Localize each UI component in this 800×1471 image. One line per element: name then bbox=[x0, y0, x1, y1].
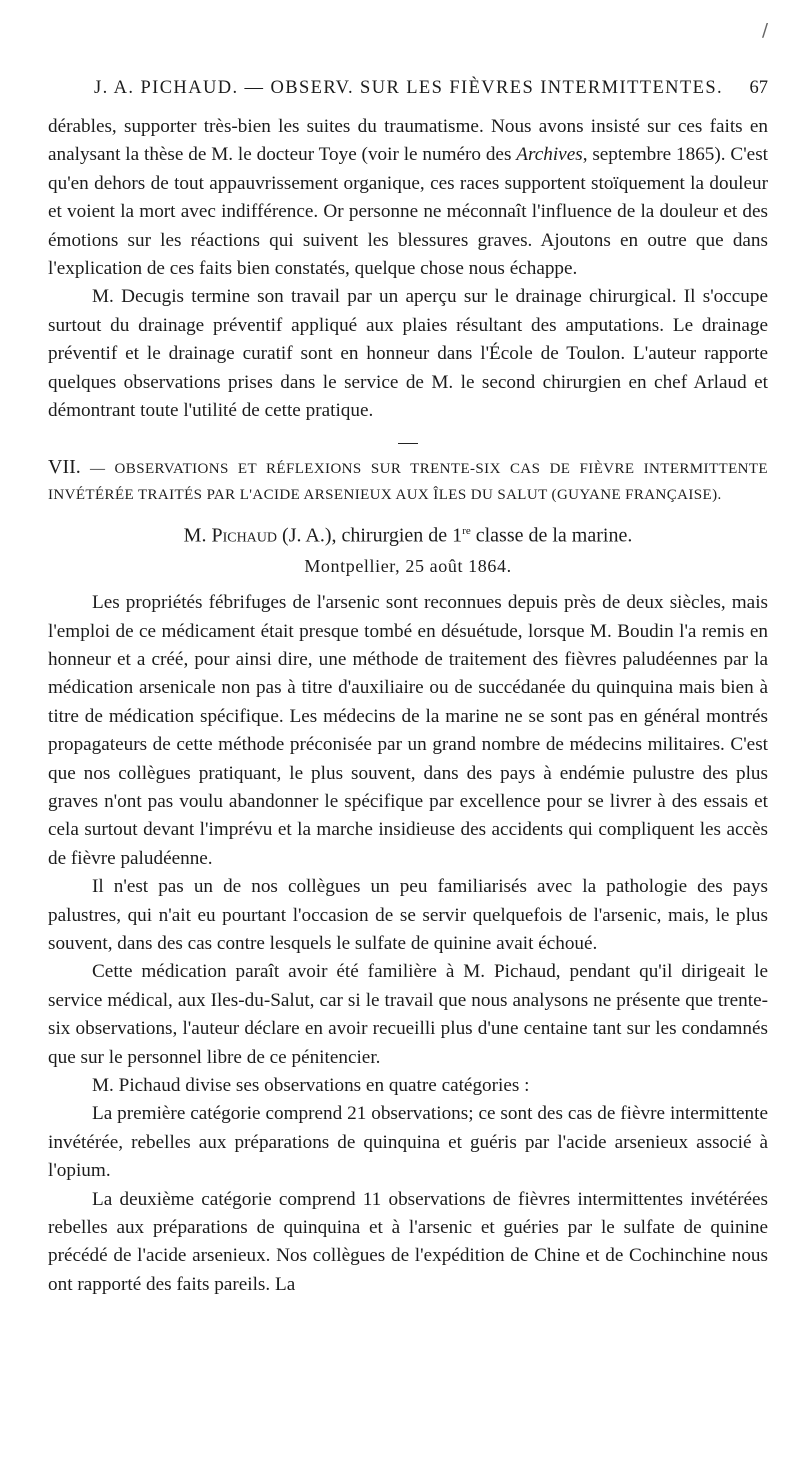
paragraph-continued bbox=[48, 113, 768, 283]
running-title: J. A. PICHAUD. — OBSERV. SUR LES FIÈVRES INTERMITTENTES. bbox=[94, 78, 724, 98]
paragraph: Les propriétés fébrifuges de l'arsenic sont reconnues depuis près de deux siècles, mais l'emploi de ce médicament était presque tombé en désuétude, lorsque M. Boudin l'a remis en honneur et a créé, pour ainsi dire, une méthode de traitement des fièvres paludéennes par la médication arsenicale non pas à titre d'auxiliaire ou de succédanée du quinquina mais bien à titre de médication spécifique. Les médecins de la marine ne se sont pas en général montrés propagateurs de cette méthode préconisée par un grand nombre de médecins militaires. C'est que nos collègues pratiquant, le plus souvent, dans des pays à endémie pulustre des plus graves n'ont pas voulu abandonner le spécifique par excellence pour se livrer à des essais et cela surtout devant l'imprévu et la marche insidieuse des accidents qui compliquent les accès de fièvre paludéenne. bbox=[48, 592, 768, 869]
page-number: 67 bbox=[749, 78, 768, 98]
running-head bbox=[48, 78, 768, 99]
section-heading bbox=[48, 454, 768, 508]
paragraph: La deuxième catégorie comprend 11 observations de fièvres intermittentes invétérées rebelles aux préparations de quinquina et à l'arsenic et guéries par le sulfate de quinine précédé de l'acide arsenieux. Nos collègues de l'expédition de Chine et de Cochinchine nous ont rapporté des faits pareils. La bbox=[48, 1188, 768, 1295]
paragraph: Cette médication paraît avoir été familière à M. Pichaud, pendant qu'il dirigeait le service médical, aux Iles-du-Salut, car si le travail que nous analysons ne présente que trente-six observations, l'auteur déclare en avoir recueilli plus d'une centaine tant sur les condamnés que sur le personnel libre de ce pénitencier. bbox=[48, 961, 768, 1068]
section-title: — OBSERVATIONS ET RÉFLEXIONS SUR TRENTE-SIX CAS DE FIÈVRE INTERMITTENTE INVÉTÉRÉE TRAITÉS PAR L'ACIDE ARSENIEUX AUX ÎLES DU SALUT (GUYANE FRANÇAISE). bbox=[48, 461, 768, 504]
journal-title: Archives bbox=[516, 144, 583, 166]
author-line bbox=[48, 516, 768, 551]
paragraph: Il n'est pas un de nos collègues un peu familiarisés avec la pathologie des pays palustres, qui n'ait eu pourtant l'occasion de se servir quelquefois de l'arsenic, mais, le plus souvent, dans des cas contre lesquels le sulfate de quinine avait échoué. bbox=[48, 876, 768, 954]
paragraph-text: , septembre 1865). C'est qu'en dehors de tout appauvrissement organique, ces races supportent stoïquement la douleur et voient la mort avec indifférence. Or personne ne méconnaît l'influence de la douleur et des émotions sur les réactions qui suivent les blessures graves. Ajoutons en outre que dans l'explication de ces faits bien constatés, quelque chose nous échappe. bbox=[48, 144, 768, 280]
page bbox=[48, 78, 768, 1299]
paragraph: M. Decugis termine son travail par un aperçu sur le drainage chirurgical. Il s'occupe surtout du drainage préventif appliqué aux plaies résultant des amputations. Le drainage préventif et le drainage curatif sont en honneur dans l'École de Toulon. L'auteur rapporte quelques observations prises dans le service de M. le second chirurgien en chef Arlaud et démontrant toute l'utilité de cette pratique. bbox=[48, 286, 768, 422]
paragraph-text: dérables, supporter très-bien les suites du traumatisme. Nous avons insisté sur ces faits en analysant la thèse de M. le docteur Toye (voir le numéro des bbox=[48, 116, 768, 166]
author-rest: (J. A.), chirurgien de 1 bbox=[277, 525, 463, 548]
corner-mark: / bbox=[762, 20, 769, 41]
paragraph: M. Pichaud divise ses observations en quatre catégories : bbox=[92, 1075, 530, 1097]
section-numeral: VII. bbox=[48, 456, 81, 479]
author-rest: classe de la marine. bbox=[470, 525, 633, 548]
section-divider bbox=[398, 443, 418, 444]
place-date: Montpellier, 25 août 1864. bbox=[304, 556, 512, 577]
author-prefix: M. bbox=[183, 525, 212, 548]
author-sup: re bbox=[462, 525, 471, 538]
paragraph: La première catégorie comprend 21 observations; ce sont des cas de fièvre intermittente invétérée, rebelles aux préparations de quinquina et guéris par l'acide arsenieux associé à l'opium. bbox=[48, 1103, 768, 1182]
author-name: Pichaud bbox=[211, 525, 278, 548]
